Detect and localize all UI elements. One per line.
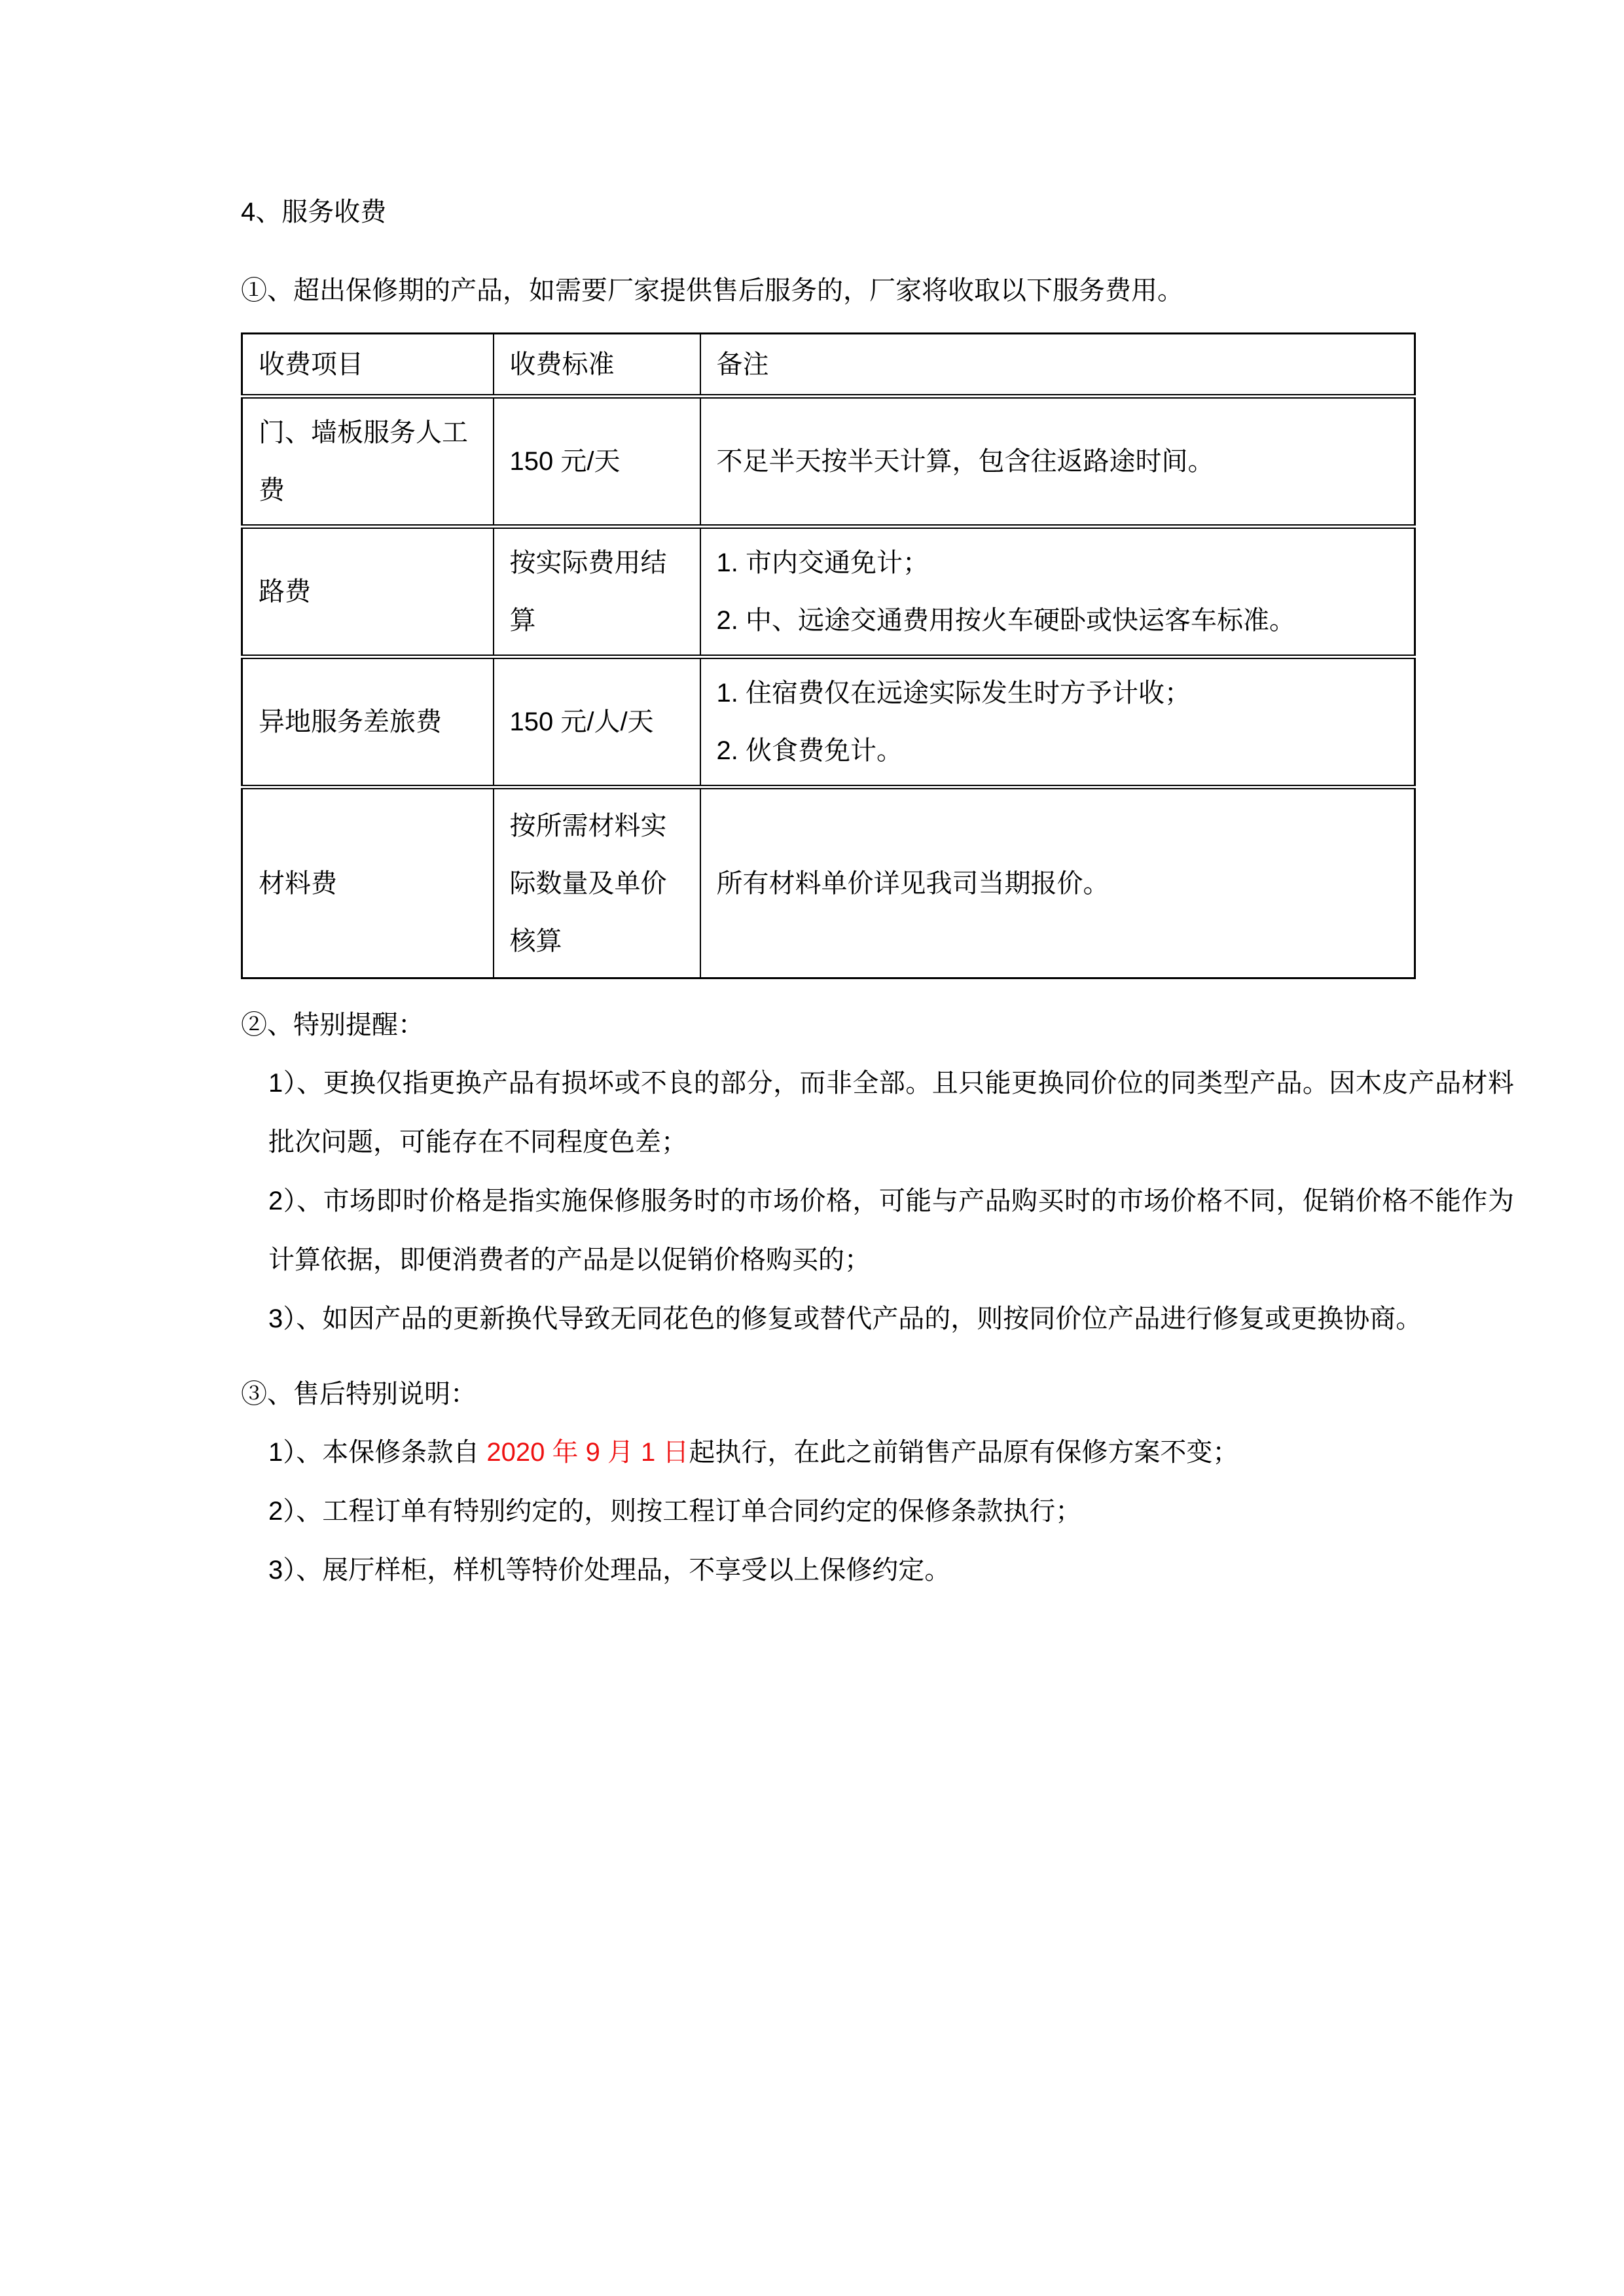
cell-item: 路费	[242, 527, 494, 657]
table-row	[242, 787, 1415, 978]
fee-table	[241, 332, 1416, 979]
cell-standard: 150 元/人/天	[494, 657, 700, 787]
cell-item: 异地服务差旅费	[242, 657, 494, 787]
section3-item: 2）、工程订单有特别约定的，则按工程订单合同约定的保修条款执行；	[268, 1497, 1082, 1526]
fee-table-header-row	[242, 334, 1415, 397]
cell-standard: 150 元/天	[494, 397, 700, 527]
col-header-item: 收费项目	[242, 334, 494, 397]
table-row	[242, 527, 1415, 657]
section-heading: 4、服务收费	[241, 198, 387, 226]
section2-title: ②、特别提醒：	[241, 1011, 424, 1039]
section3-item: 3）、展厅样柜，样机等特价处理品，不享受以上保修约定。	[268, 1556, 951, 1585]
note-line: 1. 市内交通免计；	[716, 548, 929, 577]
section2-item: 1）、更换仅指更换产品有损坏或不良的部分，而非全部。且只能更换同价位的同类型产品。因木皮产品材料批次问题，可能存在不同程度色差；	[268, 1069, 1514, 1157]
cell-standard: 按所需材料实际数量及单价核算	[494, 787, 700, 978]
cell-notes	[700, 787, 1415, 978]
section3-item	[268, 1423, 1514, 1482]
note-line: 2. 伙食费免计。	[716, 736, 903, 765]
section3-title: ③、售后特别说明：	[241, 1380, 477, 1408]
warranty-clause-prefix: 1）、本保修条款自	[268, 1438, 487, 1467]
section2-item: 2）、市场即时价格是指实施保修服务时的市场价格，可能与产品购买时的市场价格不同，促销价格不能作为计算依据，即便消费者的产品是以促销价格购买的；	[268, 1187, 1514, 1274]
warranty-clause-suffix: 起执行，在此之前销售产品原有保修方案不变；	[689, 1438, 1239, 1467]
note-line: 所有材料单价详见我司当期报价。	[716, 869, 1110, 898]
col-header-standard: 收费标准	[494, 334, 700, 397]
cell-item: 门、墙板服务人工费	[242, 397, 494, 527]
intro-paragraph: ①、超出保修期的产品，如需要厂家提供售后服务的，厂家将收取以下服务费用。	[241, 276, 1183, 305]
effective-date: 2020 年 9 月 1 日	[486, 1438, 689, 1467]
table-row	[242, 397, 1415, 527]
note-line: 1. 住宿费仅在远途实际发生时方予计收；	[716, 679, 1191, 708]
col-header-notes: 备注	[700, 334, 1415, 397]
cell-notes	[700, 397, 1415, 527]
cell-standard: 按实际费用结算	[494, 527, 700, 657]
cell-notes	[700, 657, 1415, 787]
note-line: 不足半天按半天计算，包含往返路途时间。	[716, 447, 1214, 476]
note-line: 2. 中、远途交通费用按火车硬卧或快运客车标准。	[716, 606, 1295, 635]
cell-item: 材料费	[242, 787, 494, 978]
table-row	[242, 657, 1415, 787]
cell-notes	[700, 527, 1415, 657]
section2-item: 3）、如因产品的更新换代导致无同花色的修复或替代产品的，则按同价位产品进行修复或更换协商。	[268, 1304, 1422, 1333]
